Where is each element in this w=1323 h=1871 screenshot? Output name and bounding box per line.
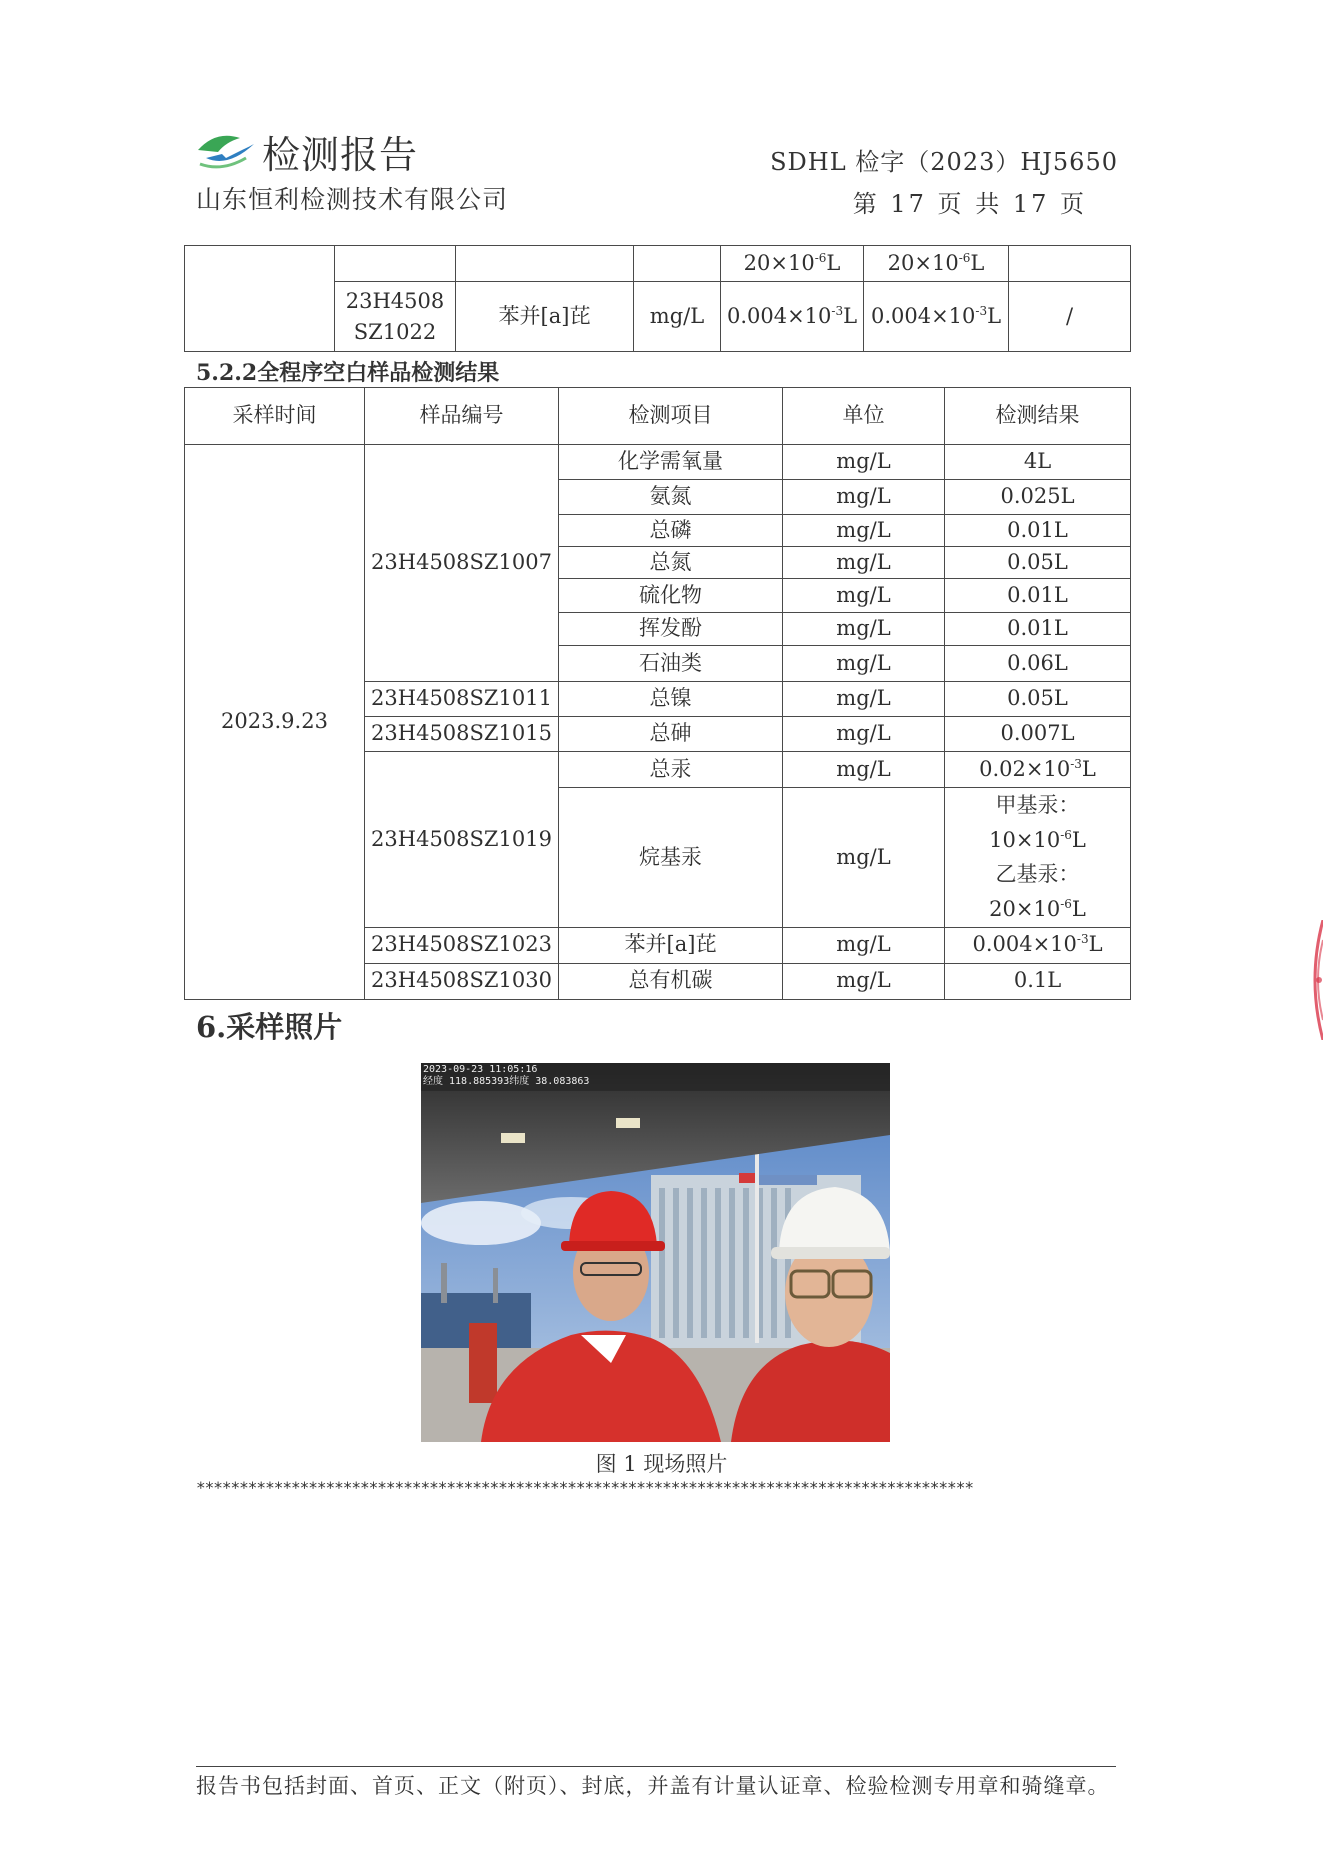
table-cell — [1009, 246, 1131, 282]
result-cell: $0.004\times 10^{-3}L$ — [945, 927, 1131, 963]
result-cell: 0.01L — [945, 613, 1131, 646]
result-cell: 0.007L — [945, 717, 1131, 752]
header-cell: 检测结果 — [945, 388, 1131, 445]
item-cell: 挥发酚 — [559, 613, 783, 646]
section-heading-6: 6.采样照片 — [196, 1010, 343, 1044]
result-cell: 0.05L — [945, 547, 1131, 579]
photo-coordinates: 经度 118.885393纬度 38.083863 — [423, 1076, 590, 1087]
item-cell: 总氮 — [559, 547, 783, 579]
unit-cell: mg/L — [783, 752, 945, 788]
table-cell: $20\times 10^{-6}L$ — [864, 246, 1009, 282]
item-cell: 硫化物 — [559, 579, 783, 613]
unit-cell: mg/L — [783, 515, 945, 547]
table-cell — [335, 246, 456, 282]
item-cell: 苯并[a]芘 — [559, 927, 783, 963]
table-cell: $20\times 10^{-6}L$ — [721, 246, 864, 282]
table-row — [185, 246, 1131, 282]
page-number: 第 17 页 共 17 页 — [852, 190, 1087, 218]
unit-cell: mg/L — [783, 682, 945, 717]
item-cell: 总砷 — [559, 717, 783, 752]
document-title: 检测报告 — [262, 133, 419, 177]
item-cell: 石油类 — [559, 646, 783, 682]
item-cell: 总磷 — [559, 515, 783, 547]
table-header-row — [185, 388, 1131, 445]
site-photo — [421, 1063, 890, 1442]
sample-id-cell: 23H4508SZ1011 — [365, 682, 559, 717]
result-cell: $0.004\times 10^{-3}L$ — [864, 282, 1009, 352]
result-cell: 0.01L — [945, 579, 1131, 613]
result-cell: 0.06L — [945, 646, 1131, 682]
sample-id-cell: 23H4508 SZ1022 — [335, 282, 456, 352]
table-row — [185, 445, 1131, 480]
unit-cell: mg/L — [783, 717, 945, 752]
footer-note: 报告书包括封面、首页、正文（附页）、封底，并盖有计量认证章、检验检测专用章和骑缝章。 — [196, 1774, 1110, 1798]
sample-id-cell: 23H4508SZ1019 — [365, 752, 559, 928]
unit-cell: mg/L — [783, 788, 945, 928]
blank-sample-results-table — [184, 387, 1131, 1000]
result-cell: $0.02\times 10^{-3}L$ — [945, 752, 1131, 788]
seam-stamp-icon — [1303, 920, 1323, 1040]
result-cell: 0.1L — [945, 963, 1131, 999]
sample-id-cell: 23H4508SZ1007 — [365, 445, 559, 682]
result-cell: 0.025L — [945, 480, 1131, 515]
sample-id-cell: 23H4508SZ1030 — [365, 963, 559, 999]
item-cell: 总汞 — [559, 752, 783, 788]
result-cell: 4L — [945, 445, 1131, 480]
footer-divider — [196, 1766, 1116, 1767]
unit-cell: mg/L — [783, 646, 945, 682]
item-cell: 总镍 — [559, 682, 783, 717]
table-cell — [456, 246, 634, 282]
site-photo-illustration — [421, 1063, 890, 1442]
photo-timestamp: 2023-09-23 11:05:16 — [423, 1064, 538, 1075]
continued-results-table — [184, 245, 1131, 352]
header-cell: 检测项目 — [559, 388, 783, 445]
table-cell — [634, 246, 721, 282]
unit-cell: mg/L — [783, 445, 945, 480]
photo-caption: 图 1 现场照片 — [595, 1452, 728, 1476]
result-cell: 0.01L — [945, 515, 1131, 547]
unit-cell: mg/L — [634, 282, 721, 352]
item-cell: 苯并[a]芘 — [456, 282, 634, 352]
report-number: SDHL 检字（2023）HJ5650 — [770, 148, 1118, 176]
sampling-date-cell: 2023.9.23 — [185, 445, 365, 1000]
table-cell — [185, 246, 335, 352]
unit-cell: mg/L — [783, 480, 945, 515]
result-cell: / — [1009, 282, 1131, 352]
header-cell: 样品编号 — [365, 388, 559, 445]
item-cell: 总有机碳 — [559, 963, 783, 999]
result-cell: $0.004\times 10^{-3}L$ — [721, 282, 864, 352]
company-name: 山东恒利检测技术有限公司 — [196, 185, 509, 214]
unit-cell: mg/L — [783, 927, 945, 963]
sample-id-cell: 23H4508SZ1015 — [365, 717, 559, 752]
header-cell: 单位 — [783, 388, 945, 445]
unit-cell: mg/L — [783, 579, 945, 613]
header-cell: 采样时间 — [185, 388, 365, 445]
unit-cell: mg/L — [783, 963, 945, 999]
result-cell: 甲基汞： $10\times 10^{-6}L$ 乙基汞： $20\times 10^{-6}L$ — [945, 788, 1131, 928]
sample-id-cell: 23H4508SZ1023 — [365, 927, 559, 963]
section-heading-5-2-2: 5.2.2全程序空白样品检测结果 — [196, 360, 500, 386]
end-separator: ****************************************************************************************** — [196, 1478, 973, 1497]
item-cell: 化学需氧量 — [559, 445, 783, 480]
result-cell: 0.05L — [945, 682, 1131, 717]
unit-cell: mg/L — [783, 547, 945, 579]
item-cell: 烷基汞 — [559, 788, 783, 928]
item-cell: 氨氮 — [559, 480, 783, 515]
company-logo-icon — [196, 128, 258, 170]
unit-cell: mg/L — [783, 613, 945, 646]
